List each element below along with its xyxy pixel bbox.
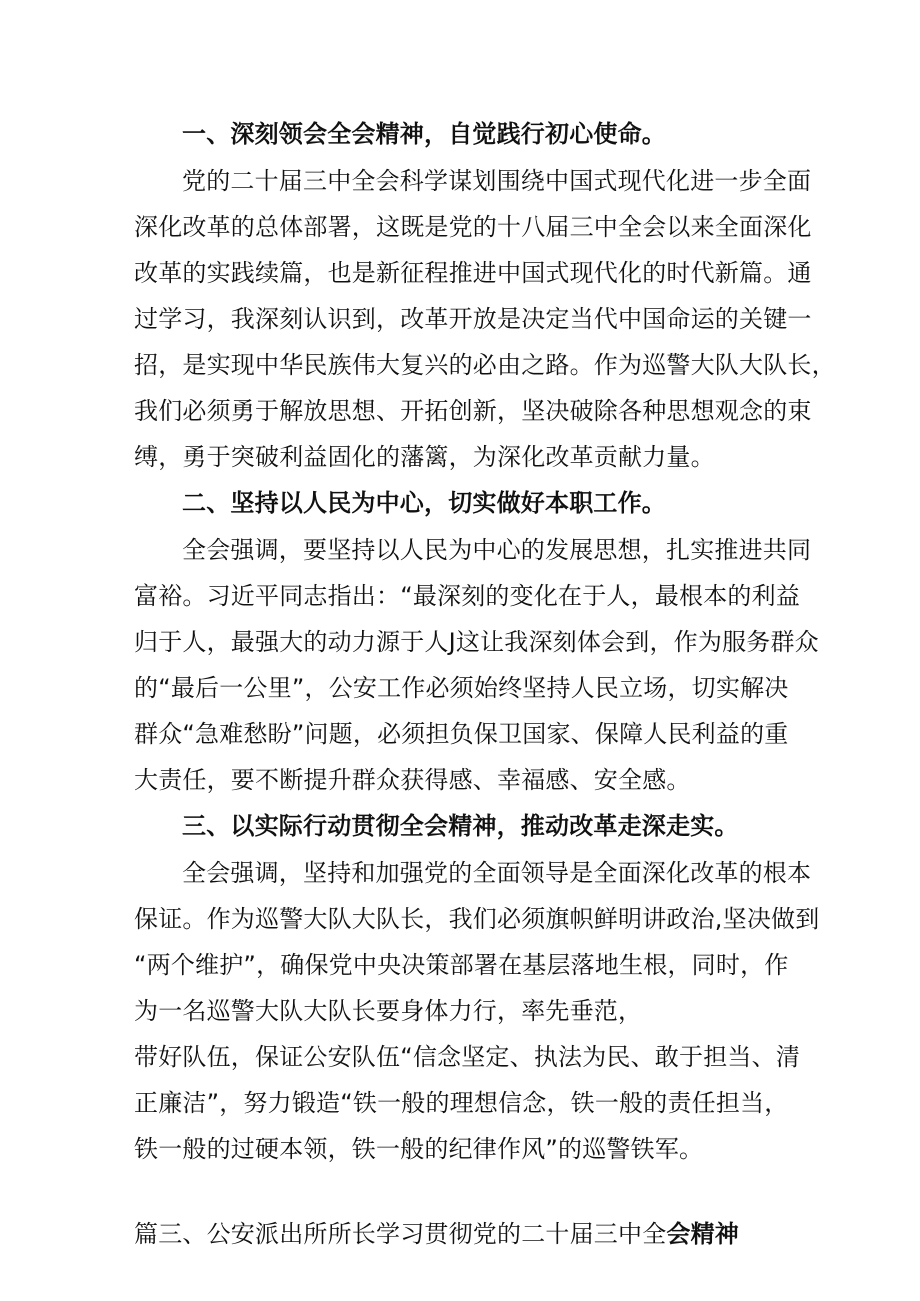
paragraph-line: 群众“急难愁盼”问题，必须担负保卫国家、保障人民利益的重 [134, 720, 789, 748]
paragraph-line: 保证。作为巡警大队大队长，我们必须旗帜鲜明讲政治,坚决做到 [134, 905, 820, 933]
paragraph-line: 正廉洁”，努力锻造“铁一般的理想信念，铁一般的责任担当， [134, 1089, 789, 1117]
section-heading-2: 二、坚持以人民为中心，切实做好本职工作。 [182, 489, 666, 517]
paragraph-line: 招，是实现中华民族伟大复兴的必由之路。作为巡警大队大队长， [134, 351, 836, 379]
section-heading-3: 三、以实际行动贯彻全会精神，推动改革走深走实。 [182, 812, 739, 840]
paragraph-line: “两个维护”，确保党中央决策部署在基层落地生根，同时，作 [134, 951, 789, 979]
next-article-title-text: 篇三、公安派出所所长学习贯彻党的二十届三中全 [134, 1220, 667, 1248]
paragraph-line: 的“最后一公里”，公安工作必须始终坚持人民立场，切实解决 [134, 674, 789, 702]
paragraph-line: 归于人，最强大的动力源于人J这让我深刻体会到，作为服务群众 [134, 628, 819, 656]
section-heading-1: 一、深刻领会全会精神，自觉践行初心使命。 [182, 120, 666, 148]
paragraph-line: 深化改革的总体部署，这既是党的十八届三中全会以来全面深化 [134, 213, 812, 241]
paragraph-line: 过学习，我深刻认识到，改革开放是决定当代中国命运的关键一 [134, 305, 812, 333]
paragraph-line: 全会强调，要坚持以人民为中心的发展思想，扎实推进共同 [182, 536, 812, 564]
paragraph-line: 大责任，要不断提升群众获得感、幸福感、安全感。 [134, 766, 691, 794]
paragraph-line: 全会强调，坚持和加强党的全面领导是全面深化改革的根本 [182, 859, 812, 887]
paragraph-line: 改革的实践续篇，也是新征程推进中国式现代化的时代新篇。通 [134, 259, 812, 287]
paragraph-line: 带好队伍，保证公安队伍“信念坚定、执法为民、敢于担当、清 [134, 1043, 801, 1071]
next-article-title [134, 1219, 739, 1249]
paragraph-line: 为一名巡警大队大队长要身体力行，率先垂范， [134, 997, 643, 1025]
paragraph-line: 铁一般的过硬本领，铁一般的纪律作风”的巡警铁军。 [134, 1135, 704, 1163]
paragraph-line: 我们必须勇于解放思想、开拓创新，坚决破除各种思想观念的束 [134, 397, 812, 425]
paragraph-line: 缚，勇于突破利益固化的藩篱，为深化改革贡献力量。 [134, 443, 715, 471]
next-article-title-bold: 会精神 [666, 1220, 740, 1248]
paragraph-line: 富裕。习近平同志指出：“最深刻的变化在于人，最根本的利益 [134, 582, 801, 610]
paragraph-line: 党的二十届三中全会科学谋划围绕中国式现代化进一步全面 [182, 167, 812, 195]
